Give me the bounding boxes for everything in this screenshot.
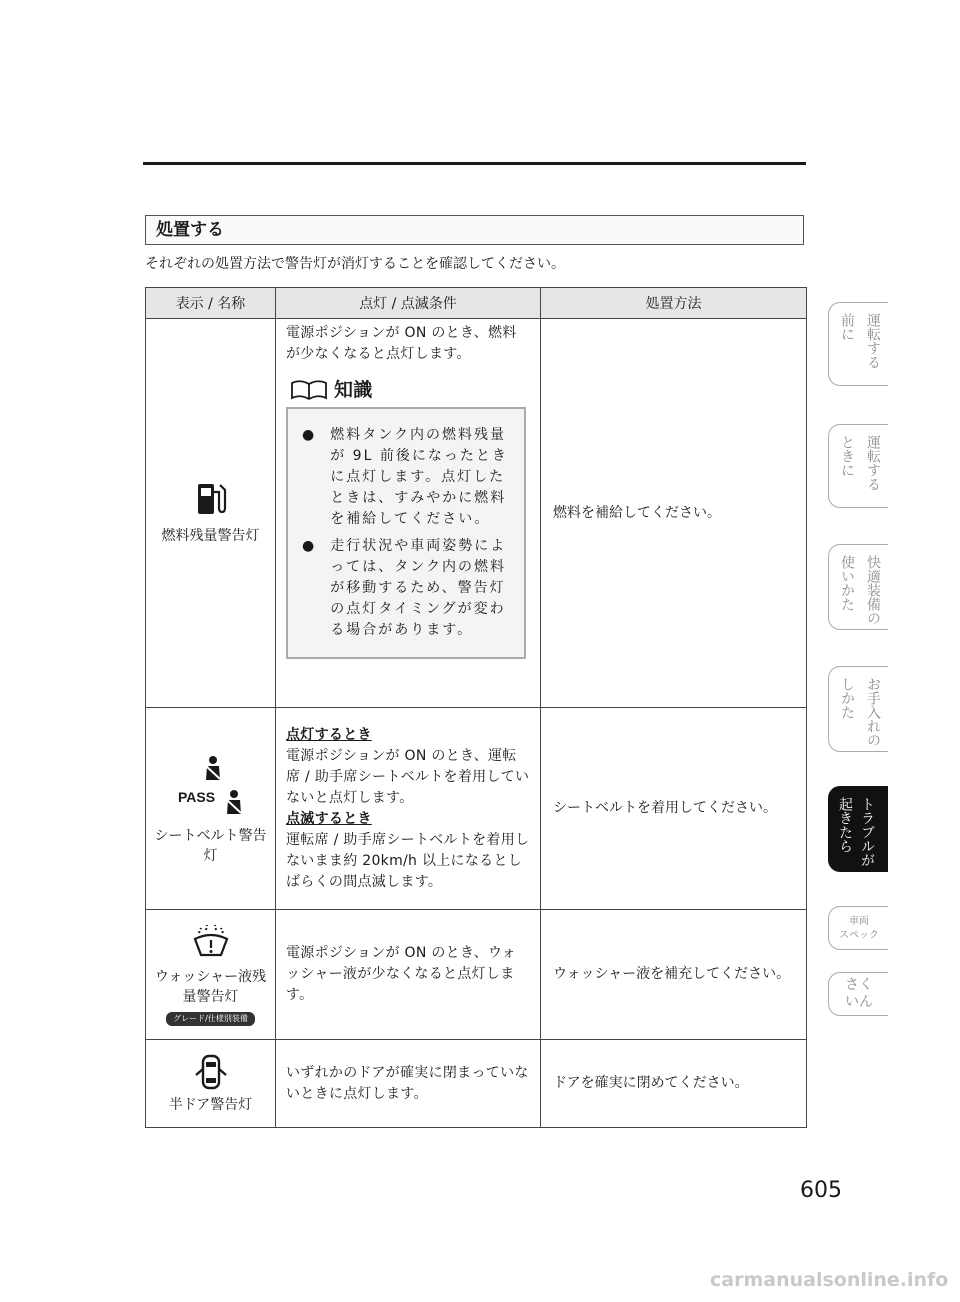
tab-maintenance[interactable]: [828, 666, 888, 752]
warning-name-door: 半ドア警告灯: [168, 1096, 253, 1113]
tip-item: [302, 536, 510, 641]
tip-text: 走行状況や車両姿勢によっては、タンク内の燃料が移動するため、警告灯の点灯タイミングが変わる場合があります。: [330, 538, 507, 638]
tab-text: さく: [845, 977, 873, 993]
table-row: [146, 1040, 807, 1128]
tab-index[interactable]: [828, 972, 888, 1016]
header-action: 処置方法: [541, 288, 807, 319]
washer-fluid-icon: [191, 923, 231, 959]
condition-text-fuel: 電源ポジションが ON のとき、燃料が少なくなると点灯します。: [286, 325, 517, 362]
pass-label: PASS: [177, 788, 215, 805]
tab-comfort-features[interactable]: [828, 544, 888, 630]
condition-cell: [276, 708, 541, 910]
tab-text: ときに: [839, 435, 855, 477]
name-cell: [146, 319, 276, 708]
name-cell: [146, 1040, 276, 1128]
tab-driving-before[interactable]: [828, 302, 888, 386]
tip-title: 知識: [334, 378, 373, 401]
tab-text: 前に: [839, 313, 855, 341]
grade-badge: グレード/仕様別装備: [166, 1012, 255, 1026]
table-row: [146, 319, 807, 708]
action-cell: ドアを確実に閉めてください。: [541, 1040, 807, 1128]
name-cell: [146, 708, 276, 910]
tab-while-driving[interactable]: [828, 424, 888, 508]
lit-heading: 点灯するとき: [286, 726, 372, 743]
section-title: 処置する: [145, 215, 804, 245]
door-ajar-icon: [192, 1053, 230, 1091]
tab-text: 使いかた: [839, 555, 855, 611]
warning-name-seatbelt: シートベルト警告灯: [154, 827, 267, 864]
tab-troubleshooting[interactable]: [828, 786, 888, 872]
bullet-icon: ●: [302, 538, 317, 554]
table-row: [146, 910, 807, 1040]
blink-heading: 点滅するとき: [286, 810, 372, 827]
tip-text: 燃料タンク内の燃料残量が 9L 前後になったときに点灯します。点灯したときは、すみやかに燃料を補給してください。: [330, 427, 508, 527]
tab-text: スペック: [839, 930, 879, 941]
tab-text: 起きたら: [837, 797, 853, 853]
tab-text: 快適装備の: [865, 555, 881, 625]
tab-text: トラブルが: [859, 797, 875, 867]
condition-cell: 電源ポジションが ON のとき、ウォッシャー液が少なくなると点灯します。: [276, 910, 541, 1040]
tab-text: いん: [845, 994, 873, 1010]
tab-text: 運転する: [865, 435, 881, 491]
fuel-pump-icon: [194, 480, 228, 518]
bullet-icon: ●: [302, 427, 317, 443]
tab-text: 車両: [849, 916, 869, 927]
action-cell: ウォッシャー液を補充してください。: [541, 910, 807, 1040]
action-cell: シートベルトを着用してください。: [541, 708, 807, 910]
tip-box: [286, 407, 526, 659]
page-number: 605: [800, 1178, 842, 1203]
tab-text: 運転する: [865, 313, 881, 369]
tab-vehicle-spec[interactable]: [828, 906, 888, 950]
blink-text: 運転席 / 助手席シートベルトを着用しないまま約 20km/h 以上になるとしばらくの間点滅します。: [286, 831, 530, 890]
table-header-row: [146, 288, 807, 319]
table-row: [146, 708, 807, 910]
tab-text: お手入れの: [865, 677, 881, 747]
action-cell: 燃料を補給してください。: [541, 319, 807, 708]
tab-text: しかた: [839, 677, 855, 719]
watermark: carmanualsonline.info: [710, 1269, 949, 1291]
seatbelt-icon: [176, 752, 246, 818]
warning-light-table: [145, 287, 807, 1128]
book-icon: [290, 379, 328, 401]
tip-item: [302, 425, 510, 530]
warning-name-washer: ウォッシャー液残量警告灯: [154, 968, 267, 1005]
header-name: 表示 / 名称: [146, 288, 276, 319]
tip-heading: [290, 379, 530, 401]
condition-cell: [276, 319, 541, 708]
header-rule: [143, 162, 806, 165]
name-cell: [146, 910, 276, 1040]
lit-text: 電源ポジションが ON のとき、運転席 / 助手席シートベルトを着用していないと点灯します。: [286, 747, 530, 806]
header-condition: 点灯 / 点滅条件: [276, 288, 541, 319]
condition-cell: いずれかのドアが確実に閉まっていないときに点灯します。: [276, 1040, 541, 1128]
section-intro: それぞれの処置方法で警告灯が消灯することを確認してください。: [145, 256, 565, 272]
warning-name-fuel: 燃料残量警告灯: [161, 528, 260, 544]
